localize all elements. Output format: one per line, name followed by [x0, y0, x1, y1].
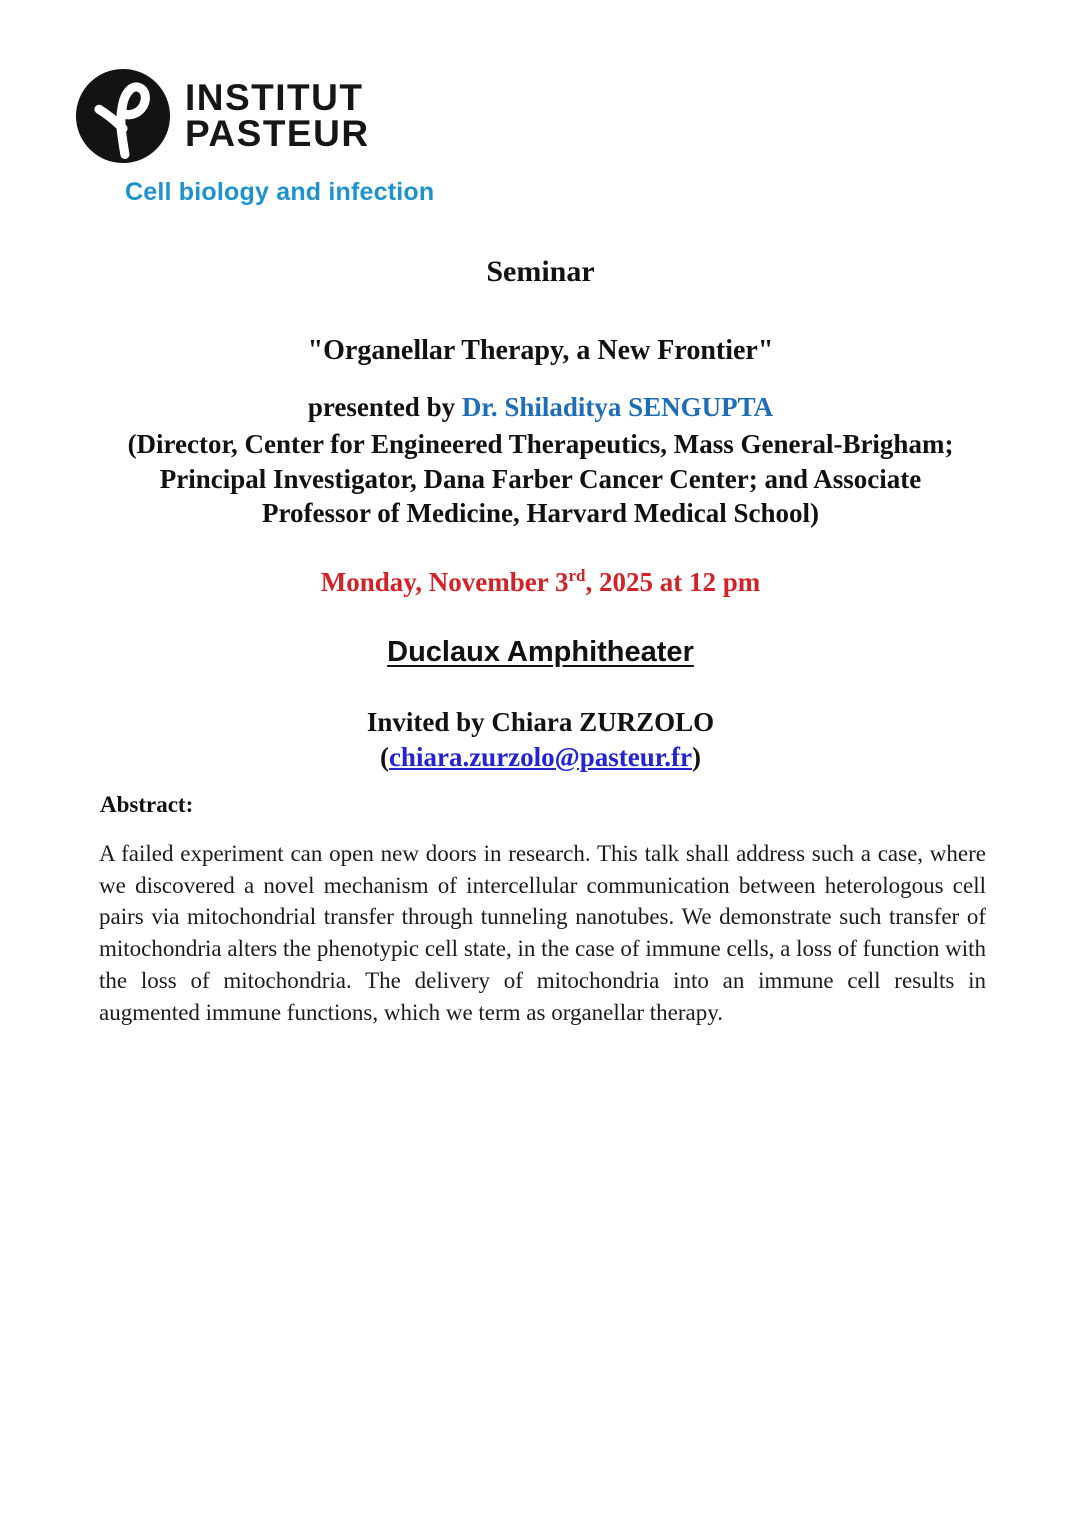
- seminar-heading: Seminar: [486, 255, 595, 288]
- invited-by-line: Invited by Chiara ZURZOLO: [366, 706, 715, 737]
- date-main: Monday, November 3: [320, 566, 569, 597]
- contact-email-link[interactable]: chiara.zurzolo@pasteur.fr: [388, 741, 693, 772]
- presented-by-line: [0, 392, 1081, 423]
- presented-by-prefix: presented by: [307, 392, 462, 422]
- invited-by-block: [0, 705, 1081, 775]
- abstract-text: A failed experiment can open new doors in research. This talk shall address such a case, where we discovered a novel mechanism of intercellular communication between heterologous cell pairs via mitochondrial transfer through tunneling nanotubes. We demonstrate such transfer of mitochondria alters the phenotypic cell state, in the case of immune cells, a loss of function with the loss of mitochondria. The delivery of mitochondria into an immune cell results in augmented immune functions, which we term as organellar therapy.: [99, 841, 986, 1025]
- department-name: Cell biology and infection: [125, 178, 435, 206]
- wordmark-line2: PASTEUR: [185, 113, 370, 154]
- affiliation-line-1: (Director, Center for Engineered Therapeutics, Mass General-Brigham;: [127, 429, 954, 459]
- wordmark-line1: INSTITUT: [185, 77, 364, 119]
- date-rest: , 2025 at 12 pm: [585, 566, 761, 597]
- seminar-location: Duclaux Amphitheater: [387, 635, 694, 668]
- speaker-affiliation: [0, 427, 1081, 531]
- seminar-datetime: [0, 567, 1081, 598]
- date-ordinal: rd: [568, 565, 586, 585]
- affiliation-line-2: Principal Investigator, Dana Farber Cancer Center; and Associate: [159, 463, 922, 494]
- speaker-name: Dr. Shiladitya SENGUPTA: [461, 392, 774, 422]
- email-open-paren: (: [379, 741, 389, 772]
- contact-line: [0, 740, 1081, 775]
- email-close-paren: ): [692, 741, 702, 772]
- abstract-label: Abstract:: [100, 792, 194, 817]
- affiliation-line-3: Professor of Medicine, Harvard Medical School): [262, 498, 819, 529]
- talk-title: "Organellar Therapy, a New Frontier": [307, 335, 774, 366]
